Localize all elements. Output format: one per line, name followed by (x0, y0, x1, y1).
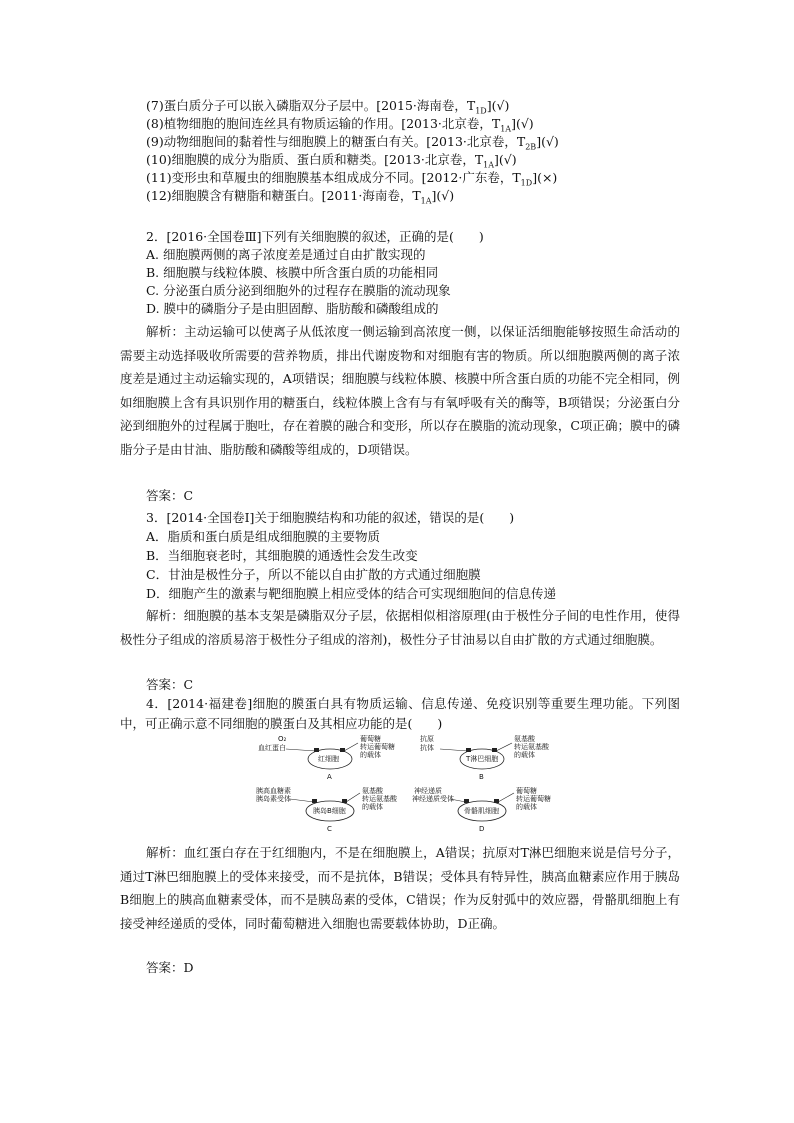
q2-explanation: 解析：主动运输可以使离子从低浓度一侧运输到高浓度一侧，以保证活细胞能够按照生命活动的需要主动选择吸收所需要的营养物质，排出代谢废物和对细胞有害的物质。所以细胞膜两侧的离子浓度差是通过主动运输实现的，A项错误；细胞膜与线粒体膜、核膜中所含蛋白质的功能不完全相同，例如细胞膜上含有具识别作用的糖蛋白，线粒体膜上含有与有氧呼吸有关的酶等，B项错误；分泌蛋白分泌到细胞外的过程属于胞吐，存在着膜的融合和变形，所以存在膜脂的流动现象，C项正确；膜中的磷脂分子是由甘油、脂肪酸和磷酸等组成的，D项错误。 (120, 324, 680, 457)
label-a-hemoglobin: 血红蛋白 (258, 744, 286, 752)
q2-option-d: D. 膜中的磷脂分子是由胆固醇、脂肪酸和磷酸组成的 (146, 301, 439, 316)
label-b-cell: T淋巴细胞 (466, 755, 499, 763)
label-c-carrier: 转运氨基酸 (362, 795, 397, 803)
label-b-carrier: 转运氨基酸 (514, 743, 549, 751)
label-b-carrier-2: 的载体 (514, 751, 535, 759)
statement-10: (10)细胞膜的成分为脂质、蛋白质和糖类。[2013·北京卷，$T_{1A}](√)$ (146, 152, 517, 170)
q4-stem: 4．[2014·福建卷]细胞的膜蛋白具有物质运输、信息传递、免疫识别等重要生理功能。下列图中，可正确示意不同细胞的膜蛋白及其相应功能的是( ) (120, 696, 680, 731)
label-c-letter: C (327, 825, 332, 833)
q3-answer: 答案：C (146, 677, 194, 692)
label-d-neurotransmitter: 神经递质 (414, 787, 442, 795)
q2-answer: 答案：C (146, 488, 194, 503)
statement-7: (7)蛋白质分子可以嵌入磷脂双分子层中。[2015·海南卷，$T_{1D}](√)$ (146, 98, 510, 116)
statement-9: (9)动物细胞间的黏着性与细胞膜上的糖蛋白有关。[2013·北京卷，$T_{2B}](√)$ (146, 134, 559, 152)
label-c-carrier-2: 的载体 (362, 803, 383, 811)
q2-option-b: B. 细胞膜与线粒体膜、核膜中所含蛋白质的功能相同 (146, 265, 439, 280)
label-d-cell: 骨骼肌细胞 (464, 807, 499, 815)
label-c-insulin-receptor: 胰岛素受体 (256, 795, 291, 803)
q3-stem: 3．[2014·全国卷Ⅰ]关于细胞膜结构和功能的叙述，错误的是( ) (146, 510, 515, 525)
label-c-cell: 胰岛B细胞 (313, 807, 346, 815)
label-a-carrier-2: 的载体 (360, 751, 381, 759)
label-a-carrier: 转运葡萄糖 (360, 743, 395, 751)
label-d-glucose: 葡萄糖 (516, 787, 537, 795)
label-b-antigen: 抗原 (420, 735, 434, 743)
label-d-letter: D (479, 825, 485, 833)
label-a-glucose: 葡萄糖 (360, 735, 381, 743)
q2-stem: 2．[2016·全国卷Ⅲ]下列有关细胞膜的叙述，正确的是( ) (146, 229, 484, 244)
q3-explanation: 解析：细胞膜的基本支架是磷脂双分子层，依据相似相溶原理(由于极性分子间的电性作用，使得极性分子组成的溶质易溶于极性分子组成的溶剂)，极性分子甘油易以自由扩散的方式通过细胞膜。 (120, 608, 680, 647)
statement-11: (11)变形虫和草履虫的细胞膜基本组成成分不同。[2012·广东卷，$T_{1D}](\times)$ (146, 170, 558, 188)
q3-option-d: D．细胞产生的激素与靶细胞膜上相应受体的结合可实现细胞间的信息传递 (146, 586, 557, 601)
q3-option-a: A．脂质和蛋白质是组成细胞膜的主要物质 (146, 529, 381, 544)
label-a-cell: 红细胞 (318, 755, 339, 763)
statement-8: (8)植物细胞的胞间连丝具有物质运输的作用。[2013·北京卷，$T_{1A}](√)$ (146, 116, 534, 134)
diagram-panel-d (412, 785, 551, 835)
diagram-panel-c (250, 785, 400, 835)
q3-option-c: C．甘油是极性分子，所以不能以自由扩散的方式通过细胞膜 (146, 567, 481, 582)
label-a-letter: A (327, 773, 332, 781)
label-d-carrier-2: 的载体 (516, 803, 537, 811)
label-b-antibody: 抗体 (420, 744, 434, 752)
diagram-panel-b (420, 735, 550, 785)
q4-answer: 答案：D (146, 960, 194, 975)
statement-12: (12)细胞膜含有糖脂和糖蛋白。[2011·海南卷，$T_{1A}](√)$ (146, 188, 455, 206)
q3-option-b: B．当细胞衰老时，其细胞膜的通透性会发生改变 (146, 548, 418, 563)
label-d-carrier: 转运葡萄糖 (516, 795, 551, 803)
q2-option-a: A. 细胞膜两侧的离子浓度差是通过自由扩散实现的 (146, 247, 426, 262)
label-d-receptor: 神经递质受体 (412, 795, 454, 803)
label-c-glucagon: 胰高血糖素 (256, 787, 291, 795)
label-c-amino: 氨基酸 (362, 787, 383, 795)
q2-option-c: C. 分泌蛋白质分泌到细胞外的过程存在膜脂的流动现象 (146, 283, 451, 298)
q4-explanation: 解析：血红蛋白存在于红细胞内，不是在细胞膜上，A错误；抗原对T淋巴细胞来说是信号分子，通过T淋巴细胞膜上的受体来接受，而不是抗体，B错误；受体具有特异性，胰高血糖素应作用于胰岛B细胞上的胰高血糖素受体，而不是胰岛素的受体，C错误；作为反射弧中的效应器，骨骼肌细胞上有接受神经递质的受体，同时葡萄糖进入细胞也需要载体协助，D正确。 (120, 845, 680, 931)
label-b-letter: B (479, 773, 484, 781)
q4-diagram (250, 735, 550, 835)
label-b-amino: 氨基酸 (514, 735, 535, 743)
diagram-panel-a (250, 735, 400, 785)
label-a-o2: O₂ (278, 735, 287, 743)
